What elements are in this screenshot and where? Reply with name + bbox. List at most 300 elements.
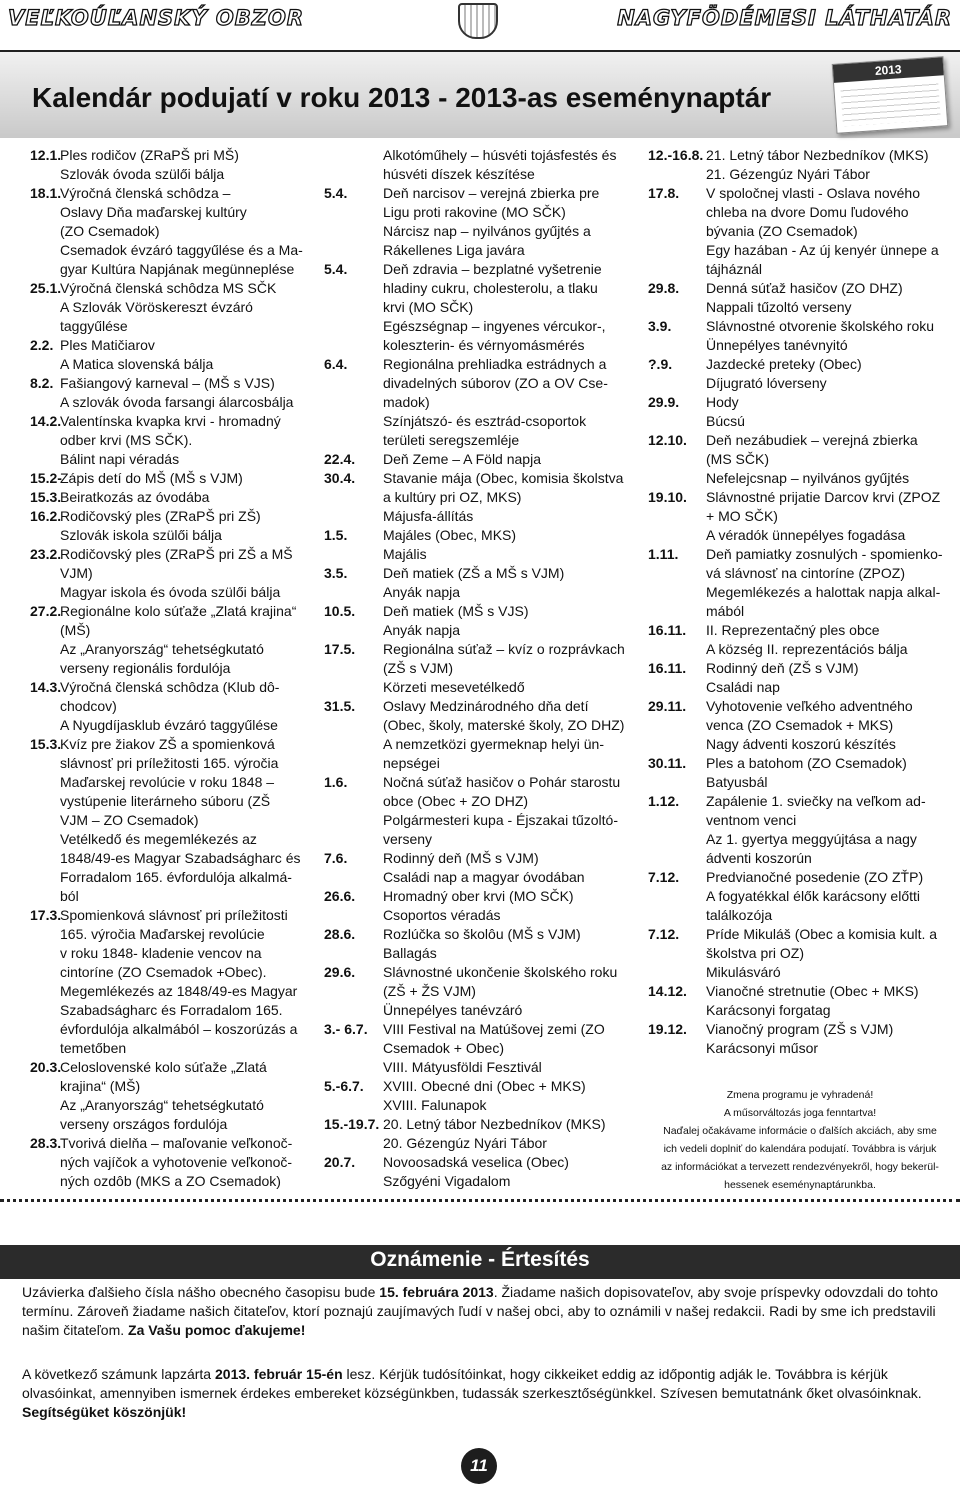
event-description (60, 374, 320, 412)
event-entry (30, 279, 320, 336)
text-run: Uzávierka ďalšieho čísla nášho obecného časopisu bude (22, 1284, 380, 1300)
event-description (706, 1020, 948, 1058)
event-description (706, 431, 948, 488)
event-entry (648, 545, 948, 621)
event-line: Deň zdravia – bezplatné vyšetrenie (383, 261, 602, 277)
event-line: Kvíz pre žiakov ZŠ a spomienková (60, 736, 275, 752)
event-line: Tvorivá dielňa – maľovanie veľkonoč- (60, 1135, 293, 1151)
event-line: Maďarskej revolúcie v roku 1848 – (60, 774, 275, 790)
event-line: Výročná členská schôdza – (60, 185, 231, 201)
event-line: Az „Aranyország“ tehetségkutató (60, 1097, 264, 1113)
event-line: VJM) (60, 565, 93, 581)
event-line: Deň pamiatky zosnulých - spomienko- (706, 546, 943, 562)
event-entry (324, 564, 634, 602)
event-line: Az 1. gyertya meggyújtása a nagy (706, 831, 917, 847)
event-line: Majáles (Obec, MKS) (383, 527, 517, 543)
event-line: Nárcisz nap – nyilvános gyűjtés a (383, 223, 591, 239)
event-date: 12.-16.8. (648, 147, 704, 163)
event-entry (30, 184, 320, 279)
thanks-hu: Segítségüket köszönjük! (22, 1404, 187, 1420)
event-date: 18.1. (30, 185, 62, 201)
event-entry (30, 1058, 320, 1134)
event-line: Výročná členská schôdza (Klub dô- (60, 679, 280, 695)
event-date: 7.12. (648, 926, 680, 942)
event-date: 26.6. (324, 888, 356, 904)
event-description (706, 621, 948, 659)
event-line: Stavanie mája (Obec, komisia školstva (383, 470, 624, 486)
event-entry (324, 602, 634, 640)
event-line: 20. Gézengúz Nyári Tábor (383, 1135, 547, 1151)
event-date: 23.2. (30, 546, 62, 562)
event-date: 20.3. (30, 1059, 62, 1075)
event-line: A fogyatékkal élők karácsony előtti (706, 888, 921, 904)
event-line: 1848/49-es Magyar Szabadságharc és (60, 850, 301, 866)
event-line: Egészségnap – ingyenes vércukor-, (383, 318, 606, 334)
event-entry (648, 982, 948, 1020)
event-date: 1.12. (648, 793, 680, 809)
event-line: Csemadok évzáró taggyűlése és a Ma- (60, 242, 303, 258)
event-entry (648, 431, 948, 488)
event-line: találkozója (706, 907, 773, 923)
event-line: ných vajíčok a vyhotovenie veľkonoč- (60, 1154, 293, 1170)
event-entry (30, 906, 320, 1058)
event-line: v roku 1848- kladenie vencov na (60, 945, 262, 961)
event-date: 30.11. (648, 755, 687, 771)
notice-line: hessenek eseménynaptárunkba. (724, 1179, 876, 1191)
event-description (60, 1058, 320, 1134)
event-line: verseny országos fordulója (60, 1116, 228, 1132)
event-description (706, 697, 948, 754)
text-run: lesz. Kérjük tudósítóinkat, hogy cikkeiket eddig az időpontig adják le. Továbbra is kérjük olvasóinkat, amennyiben ismernek érdekes embereket községünkben, tudassák szerkesztőségünkkel. Szívesen bemutatnánk őket olvasóinknak. (22, 1366, 922, 1401)
event-entry (324, 146, 634, 184)
event-line: XVIII. Falunapok (383, 1097, 487, 1113)
event-description (383, 697, 634, 773)
event-date: 6.4. (324, 356, 348, 372)
event-entry (648, 621, 948, 659)
event-line: Megemlékezés az 1848/49-es Magyar (60, 983, 298, 999)
event-line: ventnom venci (706, 812, 797, 828)
event-description (706, 279, 948, 317)
event-description (383, 450, 634, 469)
event-line: (Obec, školy, materské školy, ZO DHZ) (383, 717, 625, 733)
coat-of-arms-icon (458, 3, 498, 39)
event-line: temetőben (60, 1040, 127, 1056)
event-date: 3.- 6.7. (324, 1021, 368, 1037)
text-run: . Žiadame našich dopisovateľov, aby svoje príspevky odovzdali do tohto termínu. Zároveň žiadame našich čitateľov, ktorí poznajú zaujímavých ľudí v našej obci, aby to oznámili v našej redakcii. Radi by sme ich predstavili našim čitateľom. (22, 1284, 938, 1338)
event-line: Ples a batohom (ZO Csemadok) (706, 755, 907, 771)
event-description (383, 355, 634, 450)
event-line: (ZO Csemadok) (60, 223, 160, 239)
event-line: Szőgyéni Vigadalom (383, 1173, 511, 1189)
event-line: Deň Zeme – A Föld napja (383, 451, 541, 467)
event-line: Denná súťaž hasičov (ZO DHZ) (706, 280, 903, 296)
event-entry (648, 792, 948, 868)
event-entry (648, 355, 948, 393)
event-date: 1.11. (648, 546, 679, 562)
event-entry (30, 146, 320, 184)
announcement-paragraph-sk (22, 1283, 940, 1340)
program-notice (650, 1086, 950, 1194)
event-line: 21. Gézengúz Nyári Tábor (706, 166, 870, 182)
event-line: Magyar iskola és óvoda szülői bálja (60, 584, 281, 600)
event-line: Rodičovský ples (ZRaPŠ pri ZŠ) (60, 508, 261, 524)
event-description (383, 773, 634, 849)
event-date: 27.2. (30, 603, 62, 619)
event-line: + MO SČK) (706, 508, 778, 524)
event-date: 14.3. (30, 679, 62, 695)
event-date: 3.5. (324, 565, 348, 581)
event-entry (30, 469, 320, 507)
masthead-left-title: VEĽKOÚĽANSKÝ OBZOR (8, 6, 305, 30)
event-description (60, 279, 320, 336)
event-line: A véradók ünnepélyes fogadása (706, 527, 906, 543)
notice-line: az információkat a tervezett rendezvényekről, hogy bekerül- (661, 1161, 939, 1173)
event-date: 30.4. (324, 470, 356, 486)
event-line: Deň nezábudiek – verejná zbierka (706, 432, 918, 448)
event-line: Vyhotovenie veľkého adventného (706, 698, 913, 714)
page-title: Kalendár podujatí v roku 2013 - 2013-as eseménynaptár (32, 82, 772, 113)
event-description (60, 678, 320, 735)
thanks-sk: Za Vašu pomoc ďakujeme! (128, 1322, 306, 1338)
event-description (383, 184, 634, 260)
event-line: Beiratkozás az óvodába (60, 489, 210, 505)
event-description (60, 1134, 320, 1191)
event-line: A Szlovák Vöröskereszt évzáró (60, 299, 253, 315)
announcement-title: Oznámenie - Értesítés (370, 1248, 590, 1271)
event-description (383, 260, 634, 355)
event-date: 29.8. (648, 280, 680, 296)
event-date: 25.1. (30, 280, 62, 296)
event-line: krvi (MO SČK) (383, 299, 474, 315)
event-line: Slávnostné prijatie Darcov krvi (ZPOZ (706, 489, 941, 505)
event-line: V spoločnej vlasti - Oslava nového (706, 185, 920, 201)
event-line: Vianočné stretnutie (Obec + MKS) (706, 983, 919, 999)
event-line: Fašiangový karneval – (MŠ s VJS) (60, 375, 275, 391)
notice-line: Zmena programu je vyhradená! (726, 1089, 874, 1101)
event-description (60, 735, 320, 906)
event-line: Színjátszó- és esztrád-csoportok (383, 413, 587, 429)
event-date: 5.4. (324, 185, 348, 201)
event-line: Ples Matičiarov (60, 337, 155, 353)
event-line: Májusfa-állítás (383, 508, 474, 524)
event-entry (30, 374, 320, 412)
event-date: 5.4. (324, 261, 348, 277)
event-date: ?.9. (648, 356, 673, 372)
event-description (706, 545, 948, 621)
event-line: XVIII. Obecné dni (Obec + MKS) (383, 1078, 586, 1094)
event-entry (648, 279, 948, 317)
event-date: 22.4. (324, 451, 356, 467)
event-line: Anyák napja (383, 584, 461, 600)
event-entry (324, 1153, 634, 1191)
event-line: taggyűlése (60, 318, 128, 334)
event-date: 20.7. (324, 1154, 356, 1170)
event-date: 17.8. (648, 185, 680, 201)
event-line: Slávnostné ukončenie školského roku (383, 964, 618, 980)
event-date: 15.-19.7. (324, 1116, 380, 1132)
event-line: Alkotóműhely – húsvéti tojásfestés és (383, 147, 617, 163)
event-entry (648, 1020, 948, 1058)
event-description (706, 792, 948, 868)
event-line: Deň matiek (ZŠ a MŠ s VJM) (383, 565, 565, 581)
event-entry (30, 1134, 320, 1191)
event-entry (30, 602, 320, 678)
event-date: 1.5. (324, 527, 348, 543)
event-entry (648, 754, 948, 792)
event-line: II. Reprezentačný ples obce (706, 622, 880, 638)
event-line: (MS SČK) (706, 451, 769, 467)
event-date: 3.9. (648, 318, 672, 334)
event-date: 14.2. (30, 413, 62, 429)
event-line: hladiny cukru, cholesterolu, a tlaku (383, 280, 598, 296)
event-line: A szlovák óvoda farsangi álarcosbálja (60, 394, 294, 410)
event-description (60, 146, 320, 184)
event-entry (324, 260, 634, 355)
event-line: Regionálna súťaž – kvíz o rozprávkach (383, 641, 625, 657)
event-date: 19.12. (648, 1021, 687, 1037)
event-line: évfordulója alkalmából – koszorúzás a (60, 1021, 298, 1037)
masthead (0, 0, 960, 44)
event-line: divadelných súborov (ZO a OV Cse- (383, 375, 608, 391)
event-line: 20. Letný tábor Nezbedníkov (MKS) (383, 1116, 606, 1132)
event-date: 28.6. (324, 926, 356, 942)
event-line: Hromadný ober krvi (MO SČK) (383, 888, 574, 904)
event-line: Nappali tűzoltó verseny (706, 299, 852, 315)
event-line: chleba na dvore Domu ľudového (706, 204, 909, 220)
event-line: Rodinný deň (MŠ s VJM) (383, 850, 539, 866)
event-description (706, 754, 948, 792)
event-entry (648, 317, 948, 355)
event-entry (324, 450, 634, 469)
event-line: Búcsú (706, 413, 745, 429)
event-line: Príde Mikuláš (Obec a komisia kult. a (706, 926, 938, 942)
event-line: Ünnepélyes tanévnyitó (706, 337, 848, 353)
event-line: Családi nap (706, 679, 780, 695)
event-line: Deň narcisov – verejná zbierka pre (383, 185, 600, 201)
event-description (383, 640, 634, 697)
event-line: (MŠ) (60, 622, 91, 638)
event-description (60, 545, 320, 602)
event-line: vá slávnosť na cintoríne (ZPOZ) (706, 565, 905, 581)
event-line: Ligu proti rakovine (MO SČK) (383, 204, 566, 220)
event-line: gyar Kultúra Napjának megünneplése (60, 261, 295, 277)
event-date: 15.3. (30, 736, 62, 752)
calendar-icon (832, 56, 949, 134)
event-description (706, 488, 948, 545)
event-line: Csemadok + Obec) (383, 1040, 504, 1056)
event-line: Az „Aranyország“ tehetségkutató (60, 641, 264, 657)
event-entry (324, 355, 634, 450)
event-date: 31.5. (324, 698, 356, 714)
event-line: bývania (ZO Csemadok) (706, 223, 858, 239)
event-line: VIII. Mátyusföldi Fesztivál (383, 1059, 542, 1075)
event-description (60, 336, 320, 374)
event-line: mából (706, 603, 745, 619)
event-line: Rodinný deň (ZŠ s VJM) (706, 660, 859, 676)
event-date: 16.2. (30, 508, 62, 524)
event-description (60, 412, 320, 469)
event-entry (324, 1020, 634, 1077)
event-line: cintoríne (ZO Csemadok +Obec). (60, 964, 267, 980)
event-date: 28.3. (30, 1135, 62, 1151)
event-line: Majális (383, 546, 427, 562)
event-line: Oslavy Dňa maďarskej kultúry (60, 204, 247, 220)
event-entry (324, 773, 634, 849)
event-entry (324, 526, 634, 564)
event-description (60, 602, 320, 678)
event-line: Nočná súťaž hasičov o Pohár starostu (383, 774, 621, 790)
event-line: Vetélkedő és megemlékezés az (60, 831, 257, 847)
event-line: koleszterin- és vérnyomásmérés (383, 337, 585, 353)
notice-line: A műsorváltozás joga fenntartva! (723, 1107, 877, 1119)
event-line: Ples rodičov (ZRaPŠ pri MŠ) (60, 147, 239, 163)
event-entry (648, 488, 948, 545)
event-line: Mikulásváró (706, 964, 781, 980)
event-description (706, 355, 948, 393)
event-line: Regionálne kolo súťaže „Zlatá krajina“ (60, 603, 297, 619)
event-line: Nefelejcsnap – nyilvános gyűjtés (706, 470, 910, 486)
event-line: obce (Obec + ZO DHZ) (383, 793, 529, 809)
event-entry (324, 963, 634, 1020)
event-date: 12.1. (30, 147, 62, 163)
event-description (60, 184, 320, 279)
event-date: 7.6. (324, 850, 348, 866)
event-description (383, 849, 634, 887)
event-description (60, 469, 320, 507)
event-line: Egy hazában - Az új kenyér ünnepe a (706, 242, 939, 258)
event-entry (324, 849, 634, 887)
event-entry (324, 1077, 634, 1115)
event-entry (30, 412, 320, 469)
deadline-date-hu: 2013. február 15-én (215, 1366, 343, 1382)
event-description (383, 1153, 634, 1191)
event-entry (324, 1115, 634, 1153)
event-line: Megemlékezés a halottak napja alkal- (706, 584, 941, 600)
event-line: Celoslovenské kolo súťaže „Zlatá (60, 1059, 267, 1075)
event-entry (648, 393, 948, 431)
event-line: Deň matiek (MŠ s VJS) (383, 603, 529, 619)
event-line: Rozlúčka so školôu (MŠ s VJM) (383, 926, 581, 942)
event-entry (648, 868, 948, 925)
event-line: Regionálna prehliadka estrádnych a (383, 356, 607, 372)
event-date: 16.11. (648, 660, 687, 676)
event-line: Körzeti mesevetélkedő (383, 679, 525, 695)
event-line: A Matica slovenská bálja (60, 356, 214, 372)
event-column-2 (324, 146, 634, 1191)
event-line: (ZŠ s VJM) (383, 660, 453, 676)
event-entry (324, 184, 634, 260)
event-date (324, 146, 383, 184)
event-description (383, 469, 634, 526)
event-date: 17.3. (30, 907, 62, 923)
event-date: 5.-6.7. (324, 1078, 364, 1094)
event-column-3 (648, 146, 948, 1058)
event-line: Výročná členská schôdza MS SČK (60, 280, 277, 296)
title-bar (0, 50, 960, 138)
notice-line: Naďalej očakávame informácie o ďalších akciách, aby sme (663, 1125, 937, 1137)
event-date: 19.10. (648, 489, 687, 505)
event-line: Novoosadská veselica (Obec) (383, 1154, 569, 1170)
event-line: Ballagás (383, 945, 437, 961)
event-line: Polgármesteri kupa - Éjszakai tűzoltó- (383, 812, 618, 828)
event-description (60, 507, 320, 545)
event-line: školstva pri OZ) (706, 945, 805, 961)
event-line: Anyák napja (383, 622, 461, 638)
event-line: madok) (383, 394, 430, 410)
event-entry (324, 469, 634, 526)
event-line: Vianočný program (ZŠ s VJM) (706, 1021, 894, 1037)
event-description (383, 602, 634, 640)
event-line: 165. výročia Maďarskej revolúcie (60, 926, 265, 942)
event-line: Szabadságharc és Forradalom 165. (60, 1002, 283, 1018)
event-line: vystúpenie literárneho súboru (ZŠ (60, 793, 271, 809)
event-line: a kultúry pri OZ, MKS) (383, 489, 522, 505)
event-line: ných ozdôb (MKS a ZO Csemadok) (60, 1173, 281, 1189)
event-entry (324, 887, 634, 925)
event-description (383, 925, 634, 963)
event-line: chodcov) (60, 698, 117, 714)
event-line: Hody (706, 394, 739, 410)
event-description (706, 393, 948, 431)
event-description (383, 1115, 634, 1153)
text-run: A következő számunk lapzárta (22, 1366, 215, 1382)
event-line: venca (ZO Csemadok + MKS) (706, 717, 894, 733)
masthead-right-title: NAGYFÖDÉMESI LÁTHATÁR (617, 6, 952, 30)
event-line: Oslavy Medzinárodného dňa detí (383, 698, 589, 714)
event-entry (648, 697, 948, 754)
event-line: odber krvi (MS SČK). (60, 432, 193, 448)
event-entry (648, 925, 948, 982)
event-line: verseny (383, 831, 433, 847)
section-divider (0, 1199, 960, 1202)
event-date: 29.6. (324, 964, 356, 980)
event-line: Karácsonyi műsor (706, 1040, 819, 1056)
event-description (383, 1020, 634, 1077)
event-line: VIII Festival na Matúšovej zemi (ZO (383, 1021, 605, 1037)
event-description (383, 526, 634, 564)
event-entry (324, 640, 634, 697)
event-date: 29.11. (648, 698, 687, 714)
event-line: Forradalom 165. évfordulója alkalmá- (60, 869, 292, 885)
event-line: Csoportos véradás (383, 907, 501, 923)
event-date: 17.5. (324, 641, 356, 657)
event-line: A község II. reprezentációs bálja (706, 641, 908, 657)
event-line: Jazdecké preteky (Obec) (706, 356, 862, 372)
event-description (383, 146, 634, 184)
event-line: húsvéti díszek készítése (383, 166, 535, 182)
event-description (706, 925, 948, 982)
event-description (706, 146, 948, 184)
event-description (383, 963, 634, 1020)
event-date: 1.6. (324, 774, 348, 790)
event-line: Predvianočné posedenie (ZO ZŤP) (706, 869, 924, 885)
event-description (706, 317, 948, 355)
event-line: Karácsonyi forgatag (706, 1002, 831, 1018)
event-description (706, 659, 948, 697)
event-line: Szlovák óvoda szülői bálja (60, 166, 225, 182)
event-line: Családi nap a magyar óvodában (383, 869, 585, 885)
event-entry (30, 336, 320, 374)
event-line: A nemzetközi gyermeknap helyi ün- (383, 736, 604, 752)
event-entry (30, 735, 320, 906)
event-line: verseny regionális fordulója (60, 660, 231, 676)
event-line: Díjugrató lóverseny (706, 375, 827, 391)
event-line: Slávnostné otvorenie školského roku (706, 318, 935, 334)
event-line: ból (60, 888, 79, 904)
event-date: 16.11. (648, 622, 687, 638)
event-date: 10.5. (324, 603, 356, 619)
event-description (706, 868, 948, 925)
